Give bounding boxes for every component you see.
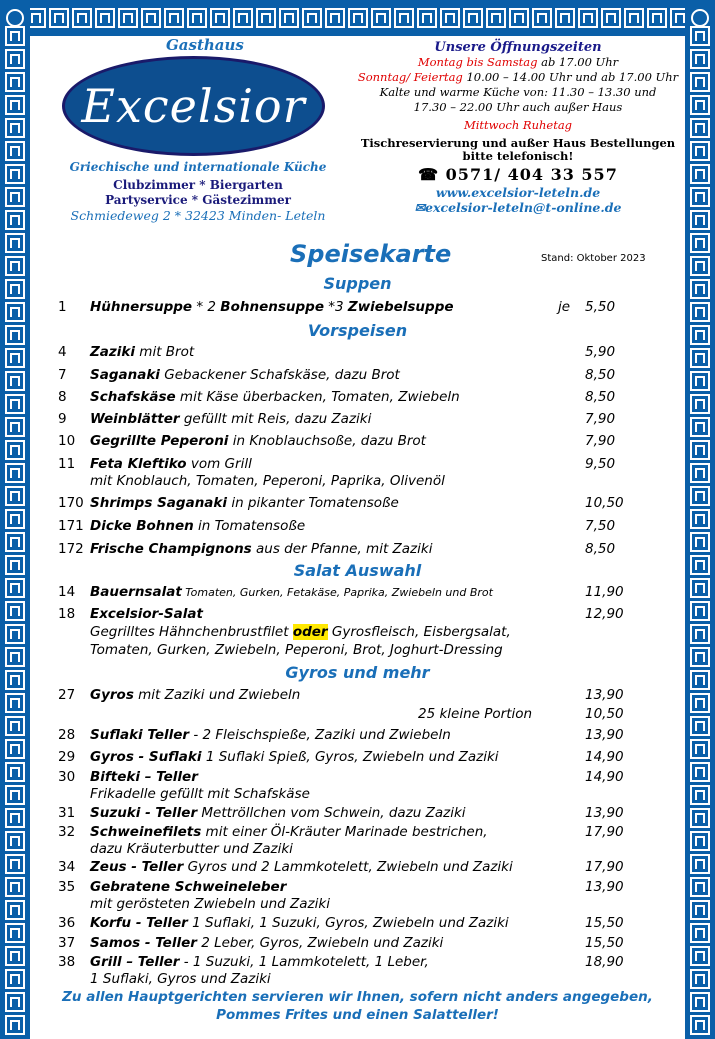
item-number: 34 [58,859,76,875]
greek-key-motif [690,716,710,736]
item-price: 13,90 [585,879,624,895]
greek-key-motif [5,578,25,598]
item-desc: 1 Suflaki Spieß, Gyros, Zwiebeln und Zaziki [201,749,499,765]
greek-key-motif [348,8,368,28]
greek-key-motif [5,969,25,989]
corner-ring [6,9,24,27]
greek-key-motif [5,463,25,483]
excelsior-logo [62,56,325,156]
item-number: 4 [58,344,67,360]
item-price: 13,90 [585,805,624,821]
greek-key-motif [256,8,276,28]
section-suppen: Suppen [323,274,392,293]
item-name: Samos - Teller [90,935,197,951]
greek-key-border-right [685,0,715,1039]
kitchen-hours: Kalte und warme Küche von: 11.30 – 13.30 und [379,85,657,99]
greek-key-motif [509,8,529,28]
greek-key-motif [371,8,391,28]
item-name: Gebratene Schweineleber [90,879,287,895]
greek-key-motif [690,49,710,69]
section-vorspeisen: Vorspeisen [307,321,408,340]
item-name: Bauernsalat [90,584,182,600]
greek-key-motif [5,348,25,368]
greek-key-motif [690,923,710,943]
greek-key-motif [690,371,710,391]
greek-key-motif [417,8,437,28]
item-price: 13,90 [585,687,624,703]
item-desc: mit Zaziki und Zwiebeln [133,687,301,703]
greek-key-motif [233,8,253,28]
item-number: 36 [58,915,76,931]
item-number: 11 [58,456,76,472]
greek-key-motif [5,854,25,874]
item-number: 28 [58,727,76,743]
greek-key-motif [210,8,230,28]
greek-key-motif [5,187,25,207]
item-price: 15,50 [585,935,624,951]
greek-key-motif [690,417,710,437]
item-price: 8,50 [585,389,616,405]
greek-key-motif [5,831,25,851]
item-name: Saganaki [90,367,160,383]
greek-key-motif [5,739,25,759]
greek-key-motif [690,969,710,989]
item-number: 35 [58,879,76,895]
item-desc: 2 Leber, Gyros, Zwiebeln und Zaziki [196,935,444,951]
greek-key-motif [302,8,322,28]
item-price: 7,50 [585,518,616,534]
greek-key-motif [5,256,25,276]
greek-key-motif [690,739,710,759]
item-desc: in Knoblauchsoße, dazu Brot [228,433,426,449]
greek-key-motif [5,486,25,506]
item-price: 17,90 [585,824,624,840]
greek-key-motif [5,118,25,138]
website-link[interactable]: www.excelsior-leteln.de [435,185,601,200]
greek-key-motif [555,8,575,28]
item-price: 8,50 [585,367,616,383]
greek-key-motif [690,877,710,897]
item-price: 18,90 [585,954,624,970]
item-price: 17,90 [585,859,624,875]
item-name: Zeus - Teller [90,859,184,875]
greek-key-motif [601,8,621,28]
item-name: Schafskäse [90,389,176,405]
greek-key-motif [164,8,184,28]
greek-key-motif [440,8,460,28]
item-desc: in Tomatensoße [193,518,306,534]
item-name: Gyros [90,687,134,703]
gasthaus-label: Gasthaus [166,36,244,54]
item-number: 32 [58,824,76,840]
greek-key-motif [5,302,25,322]
greek-key-motif [690,509,710,529]
greek-key-motif [5,72,25,92]
greek-key-motif [394,8,414,28]
item-desc: mit einer Öl-Kräuter Marinade bestrichen, [201,824,488,840]
greek-key-motif [690,785,710,805]
phone-number[interactable]: ☎ 0571/ 404 33 557 [418,165,618,184]
item-name: Zaziki [90,344,135,360]
item-name: Gyros - Suflaki [90,749,202,765]
greek-key-motif [5,601,25,621]
greek-key-border-left [0,0,30,1039]
greek-key-motif [690,72,710,92]
item-price: 7,90 [585,411,616,427]
greek-key-motif [325,8,345,28]
section-salat: Salat Auswahl [293,561,422,580]
greek-key-motif [690,256,710,276]
item-name: Suflaki Teller [90,727,190,743]
address: Schmiedeweg 2 * 32423 Minden- Leteln [70,208,326,223]
greek-key-motif [5,900,25,920]
greek-key-motif [5,624,25,644]
reservation-note: Tischreservierung und außer Haus Bestellungen bitte telefonisch! [360,136,676,163]
item-price: 14,90 [585,769,624,785]
item-desc: - 1 Suzuki, 1 Lammkotelett, 1 Leber, [179,954,429,970]
item-desc: Tomaten, Gurken, Fetakäse, Paprika, Zwiebeln und Brot [181,586,493,599]
greek-key-motif [690,601,710,621]
item-number: 14 [58,584,76,600]
greek-key-motif [486,8,506,28]
greek-key-motif [690,233,710,253]
greek-key-motif [5,210,25,230]
greek-key-motif [5,233,25,253]
greek-key-motif [690,624,710,644]
item-name: Suzuki - Teller [90,805,198,821]
greek-key-motif [5,49,25,69]
greek-key-motif [690,187,710,207]
item-number: 29 [58,749,76,765]
item-desc: 1 Suflaki, 1 Suzuki, Gyros, Zwiebeln und Zaziki [187,915,509,931]
greek-key-motif [5,164,25,184]
greek-key-motif [5,716,25,736]
greek-key-motif [690,532,710,552]
greek-key-motif [5,26,25,46]
item-desc: - 2 Fleischspieße, Zaziki und Zwiebeln [189,727,451,743]
item-price: 7,90 [585,433,616,449]
item-desc: mit Brot [135,344,195,360]
greek-key-motif [690,900,710,920]
item-number: 27 [58,687,76,703]
email-link[interactable]: ✉excelsior-leteln@t-online.de [414,200,622,215]
item-desc: Gebackener Schafskäse, dazu Brot [159,367,400,383]
footer-note: Zu allen Hauptgerichten servieren wir Ihnen, sofern nicht anders angegeben, Pommes Frites und einen Salatteller! [62,989,653,1023]
item-name: Dicke Bohnen [90,518,194,534]
item-number: 18 [58,606,76,622]
greek-key-motif [690,141,710,161]
greek-key-motif [690,762,710,782]
item-number: 30 [58,769,76,785]
greek-key-motif [690,210,710,230]
item-number: 8 [58,389,67,405]
item-name: Bifteki – Teller [90,769,198,785]
sunday-hours: Sonntag/ Feiertag 10.00 – 14.00 Uhr und ab 17.00 Uhr [357,70,679,84]
greek-key-motif [49,8,69,28]
item-price: 9,50 [585,456,616,472]
greek-key-motif [690,831,710,851]
item-number: 38 [58,954,76,970]
item-number: 7 [58,367,67,383]
item-number: 172 [58,541,84,557]
greek-key-motif [690,808,710,828]
item-price: 13,90 [585,727,624,743]
greek-key-motif [5,785,25,805]
cuisine-line: Griechische und internationale Küche [69,160,327,174]
greek-key-motif [5,440,25,460]
greek-key-motif [463,8,483,28]
item-desc: vom Grill [186,456,252,472]
greek-key-motif [578,8,598,28]
item-number: 171 [58,518,84,534]
greek-key-motif [690,302,710,322]
greek-key-motif [647,8,667,28]
greek-key-motif [5,417,25,437]
item-number: 170 [58,495,84,511]
item-name: Grill – Teller [90,954,180,970]
greek-key-motif [118,8,138,28]
item-desc: mit Käse überbacken, Tomaten, Zwiebeln [175,389,460,405]
greek-key-motif [5,923,25,943]
greek-key-border-top [0,0,715,36]
greek-key-motif [5,762,25,782]
item-desc: Mettröllchen vom Schwein, dazu Zaziki [197,805,466,821]
greek-key-motif [690,946,710,966]
item-name: Frische Champignons [90,541,252,557]
greek-key-motif [5,877,25,897]
item-price: 10,50 [585,495,624,511]
item-name: Feta Kleftiko [90,456,187,472]
item-name: Shrimps Saganaki [90,495,228,511]
greek-key-motif [624,8,644,28]
greek-key-motif [690,854,710,874]
item-name: Gegrillte Peperoni [90,433,229,449]
item-desc: gefüllt mit Reis, dazu Zaziki [179,411,372,427]
greek-key-motif [690,95,710,115]
greek-key-motif [690,118,710,138]
section-gyros: Gyros und mehr [285,663,430,682]
greek-key-motif [141,8,161,28]
item-desc: aus der Pfanne, mit Zaziki [251,541,433,557]
greek-key-motif [5,95,25,115]
greek-key-motif [690,463,710,483]
opening-hours [353,40,683,215]
greek-key-motif [5,394,25,414]
closed-day: Mittwoch Ruhetag [463,118,573,132]
greek-key-motif [5,141,25,161]
weekday-hours: Montag bis Samstag ab 17.00 Uhr [417,55,619,69]
item-price: 8,50 [585,541,616,557]
greek-key-motif [5,693,25,713]
greek-key-motif [690,26,710,46]
greek-key-motif [5,946,25,966]
item-price: 12,90 [585,606,624,622]
corner-ring [691,9,709,27]
item-price: 11,90 [585,584,624,600]
feature-line-2: Partyservice * Gästezimmer [105,193,291,207]
item-name: Weinblätter [90,411,180,427]
feature-line-1: Clubzimmer * Biergarten [113,178,283,192]
item-number: 9 [58,411,67,427]
item-name: Korfu - Teller [90,915,188,931]
item-desc: Gyros und 2 Lammkotelett, Zwiebeln und Zaziki [183,859,513,875]
greek-key-motif [690,394,710,414]
opening-hours-title: Unsere Öffnungszeiten [434,40,602,55]
item-price: 15,50 [585,915,624,931]
menu-title: Speisekarte [290,240,452,268]
item-price: 14,90 [585,749,624,765]
greek-key-motif [95,8,115,28]
greek-key-motif [690,486,710,506]
greek-key-motif [279,8,299,28]
greek-key-motif [5,808,25,828]
greek-key-motif [187,8,207,28]
greek-key-motif [5,371,25,391]
greek-key-motif [690,693,710,713]
greek-key-motif [5,532,25,552]
item-name: Schweinefilets [90,824,202,840]
greek-key-motif [5,509,25,529]
item-number: 10 [58,433,76,449]
menu-date: Stand: Oktober 2023 [541,253,646,264]
highlight-oder: oder [292,624,328,640]
item-name: Excelsior-Salat [90,606,203,622]
item-number: 37 [58,935,76,951]
greek-key-motif [690,164,710,184]
greek-key-motif [690,440,710,460]
greek-key-motif [72,8,92,28]
item-desc: in pikanter Tomatensoße [227,495,399,511]
greek-key-motif [690,578,710,598]
item-number: 31 [58,805,76,821]
greek-key-motif [532,8,552,28]
kitchen-hours-2: 17.30 – 22.00 Uhr auch außer Haus [413,100,623,114]
item-price: 5,90 [585,344,616,360]
logo-text: Excelsior [81,79,306,133]
greek-key-motif [690,348,710,368]
